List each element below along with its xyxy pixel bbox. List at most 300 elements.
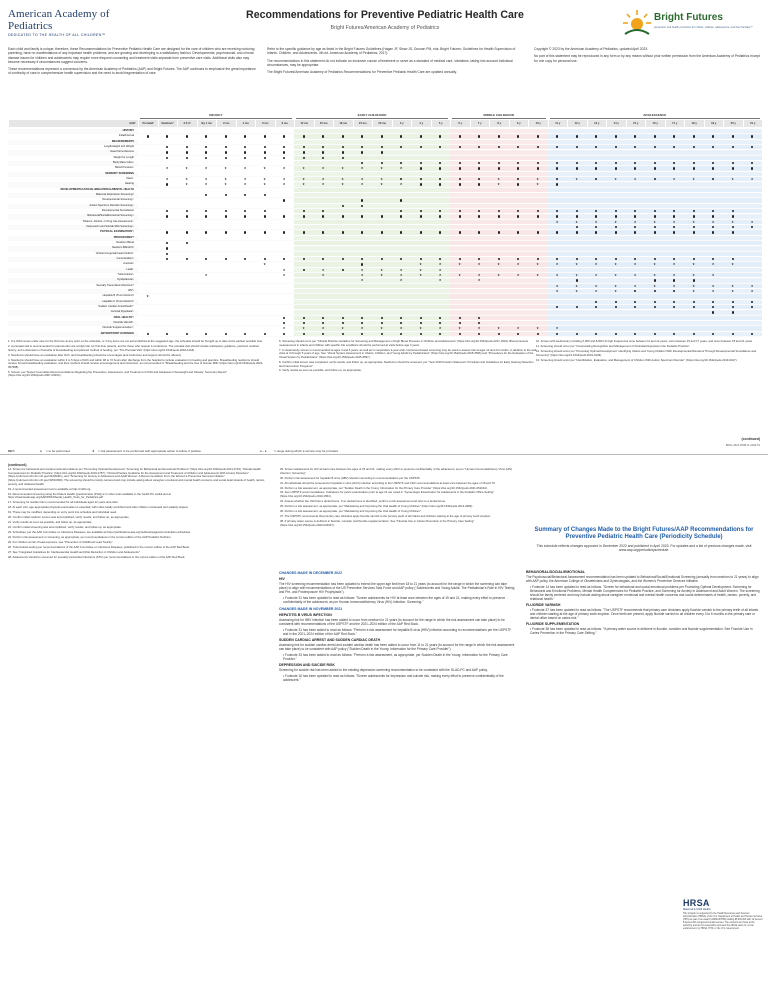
risk-star-icon: ★ [497, 182, 500, 187]
perform-dot-icon [654, 231, 656, 233]
summary-bullet: • Footnote 16 has been updated to read as follows: "Screen adolescents for depression and suicide risk, making every effort to preserve confidentiality of the adolescent." [283, 674, 504, 682]
age-band [548, 321, 763, 325]
risk-star-icon: ★ [243, 177, 247, 181]
age-band [138, 284, 294, 288]
risk-star-icon: ★ [380, 166, 383, 171]
age-band [138, 294, 294, 298]
risk-star-icon: ★ [555, 289, 559, 293]
summary-text: The Psychosocial/Behavioral Assessment recommendation has been updated to Behavioral/Social/Emotional Screening (annually from newborn to 21 years) to align with AAP policy, the American College of Obstetricians and Gynecologists, and the Women's Preventive Services Initiative. [526, 575, 759, 583]
risk-star-icon: ★ [458, 326, 461, 331]
perform-dot-icon [420, 167, 422, 169]
perform-dot-icon [342, 205, 344, 207]
risk-star-icon: ★ [380, 267, 383, 272]
risk-star-icon: ★ [731, 262, 734, 267]
row-label: Cervical Dysplasia³⁵ [110, 310, 134, 314]
perform-dot-icon [537, 135, 539, 137]
age-group-rule [550, 118, 761, 119]
risk-star-icon: ★ [204, 182, 208, 187]
perform-dot-icon [459, 317, 461, 319]
risk-star-icon: ★ [614, 262, 617, 267]
perform-dot-icon [654, 215, 656, 217]
risk-star-icon: ★ [438, 326, 442, 331]
age-column-header: 15 y [626, 120, 646, 127]
perform-dot-icon [576, 167, 578, 169]
perform-dot-icon [420, 183, 422, 185]
age-band [138, 278, 294, 282]
summary-bullet: • Footnote 37 has been updated to read as follows: "The USPSTF recommends that primary care clinicians apply fluoride varnish to the primary teeth of all infants and children starting at the age of primary tooth eruption. Once teeth are present, apply fluoride varnish to all children every 3 to 6 months in the primary care or dental office based on caries risk." [530, 608, 759, 620]
footnote: 2. A prenatal visit is recommended for parents who are at high risk, for first-time parents, and for those who request a conference. The prenatal visit should include anticipatory guidance, pertinent medical history, and a discussion of benefits of breastfeeding and planned method of feeding, per "The Prenatal Visit" (https://doi.org/10.1542/peds.2018-1218). [8, 343, 259, 352]
age-band [450, 284, 548, 288]
footnote: 28. Adolescents should be screened for sexually transmitted infections (STIs) per recommendations in the current edition of the AAP Red Book. [8, 554, 186, 559]
perform-dot-icon [225, 215, 227, 217]
row-label: MEASUREMENTS [111, 139, 134, 143]
footnote: 25. For children at risk of lead exposure, see "Prevention of Childhood Lead Toxicity". [8, 539, 114, 544]
risk-star-icon: ★ [575, 177, 578, 181]
age-column-header: 13 y [587, 120, 607, 127]
age-band [450, 321, 548, 325]
age-band [138, 230, 294, 234]
row-label: PHYSICAL EXAMINATION¹⁹ [100, 230, 134, 234]
risk-star-icon: ★ [360, 273, 364, 277]
risk-star-icon: ★ [633, 177, 637, 181]
summary-header [526, 527, 762, 552]
age-band [548, 252, 763, 256]
bf-tagline: prevention and health promotion for infants, children, adolescents, and their families™ [654, 26, 753, 29]
age-column-header: 5 y [431, 120, 451, 127]
risk-star-icon: ★ [653, 273, 656, 277]
footnote: 6. Screening should occur per "Clinical Practice Guideline for Screening and Management of High Blood Pressure in Children and Adolescents" (https://doi.org/10.1542/peds.2017-1904). Blood pressure measurement in infants and children with specific risk conditions should be performed at visits before age 3 years. [279, 339, 529, 347]
section-heading: CHANGES MADE IN NOVEMBER 2021 [279, 607, 343, 611]
footnote: 12. Screening should occur per "Promoting Optimal Development: Identifying Infants and Young Children With Developmental Disorders Through Developmental Surveillance and Screening" (https://doi.org/10.1542/peds.2019-3449). [536, 348, 757, 357]
risk-star-icon: ★ [380, 182, 383, 187]
risk-star-icon: ★ [360, 166, 364, 171]
risk-star-icon: ★ [302, 182, 305, 187]
perform-dot-icon [381, 317, 383, 319]
row-label: ANTICIPATORY GUIDANCE [100, 331, 134, 335]
perform-dot-icon [693, 167, 695, 169]
row-label: Hepatitis B Virus Infection³² [102, 294, 134, 298]
title-block [190, 9, 580, 31]
intro-column-1 [8, 47, 258, 79]
age-column-header: 24 mo [353, 120, 373, 127]
row-label: Body Mass Index⁵ [113, 161, 134, 164]
row-label: Critical Congenital Heart Defect²⁴ [95, 251, 134, 255]
row-label: Lead²⁷ [126, 267, 134, 271]
perform-dot-icon [225, 157, 227, 159]
age-group-rule [296, 118, 448, 119]
age-band [294, 134, 450, 138]
intro-paragraph: The Bright Futures/American Academy of Pediatrics Recommendations for Preventive Pediatric Health Care are updated annually. [267, 70, 457, 75]
risk-star-icon: ★ [575, 219, 578, 224]
perform-dot-icon [303, 135, 305, 137]
footnote: 20. Confirm initial newborn screen was accomplished, verify results, and follow up, as appropriate. [8, 515, 130, 519]
risk-star-icon: ★ [555, 283, 559, 288]
age-header-label: AGE¹ [8, 120, 138, 127]
perform-dot-icon [498, 135, 500, 137]
aap-logo [8, 8, 138, 37]
age-band [294, 310, 450, 314]
risk-star-icon: ★ [282, 177, 286, 181]
row-label: Sexually Transmitted Infections³⁰ [96, 283, 134, 287]
age-band [294, 193, 450, 197]
risk-star-icon: ★ [477, 273, 481, 277]
document-number: BFNL-2023 P04B 11-2023-51 [725, 444, 760, 447]
key-range: = range during which a service may be provided [274, 449, 338, 453]
risk-star-icon: ★ [711, 262, 715, 267]
risk-star-icon: ★ [321, 182, 325, 187]
risk-star-icon: ★ [477, 326, 481, 331]
row-label: Tobacco, Alcohol, or Drug Use Assessment¹⁷ [82, 219, 134, 223]
page-subtitle: Bright Futures/American Academy of Pediatrics [330, 25, 440, 31]
perform-dot-icon [576, 333, 578, 335]
age-band [294, 188, 450, 192]
age-column-header: 12 mo [294, 120, 314, 127]
age-band [548, 294, 763, 298]
risk-star-icon: ★ [263, 182, 266, 187]
footnote: 24. Perform risk assessment or screening, as appropriate, per recommendations in the current edition of the AAP Pediatric Nutrition. [8, 534, 172, 539]
risk-star-icon: ★ [614, 283, 617, 288]
risk-star-icon: ★ [575, 289, 578, 293]
footnote: 21. Verify results as soon as possible, and follow up, as appropriate. [8, 519, 93, 524]
perform-dot-icon [303, 231, 305, 233]
age-band [138, 326, 294, 330]
perform-dot-icon [576, 279, 578, 281]
age-band [294, 172, 450, 176]
age-band [450, 300, 548, 304]
age-band [138, 257, 294, 261]
risk-star-icon: ★ [594, 262, 598, 267]
age-band [138, 220, 294, 224]
perform-dot-icon [732, 231, 734, 233]
age-band [138, 273, 294, 277]
row-label: Depression and Suicide Risk Screening¹⁸ [86, 225, 134, 228]
risk-star-icon: ★ [692, 219, 695, 224]
risk-star-icon: ★ [341, 166, 344, 171]
risk-star-icon: ★ [711, 283, 715, 288]
age-column-header: 12 y [567, 120, 587, 127]
row-label: Tuberculosis²⁸ [117, 273, 134, 276]
row-label: Maternal Depression Screening¹³ [95, 193, 134, 196]
perform-dot-icon [342, 231, 344, 233]
perform-dot-icon [342, 317, 344, 319]
risk-star-icon: ★ [399, 273, 403, 277]
age-band [450, 246, 548, 250]
risk-star-icon: ★ [536, 182, 539, 187]
age-band [450, 225, 548, 229]
risk-star-icon: ★ [165, 166, 169, 171]
footnote: 30. Perform risk assessment for hepatitis B virus (HBV) infection according to recommendations per the USPSTF. [280, 475, 421, 480]
perform-dot-icon [576, 215, 578, 217]
hrsa-logo: HRSA [683, 898, 710, 908]
age-group-adolescence: ADOLESCENCE [643, 113, 667, 117]
perform-dot-icon [459, 333, 461, 335]
summary-text: Screening for suicide risk has been added to the existing depression screening recommendation to be consistent with the GLAD-PC and AAP policy. [279, 668, 488, 672]
perform-dot-icon [459, 167, 461, 169]
age-band [138, 262, 294, 266]
age-band [548, 193, 763, 197]
row-label: Head Circumference [110, 150, 134, 154]
age-band [450, 204, 548, 208]
risk-star-icon: ★ [419, 262, 422, 267]
perform-dot-icon [342, 151, 344, 153]
footnote: 16. Recommended screening using the Patient Health Questionnaire (PHQ)-2 or other tools available in the GLAD-PC toolkit and at https://downloads.aap.org/AAP/PDF/Mental_Health_Tools_for_Pediatrics.pdf. [8, 491, 171, 500]
age-band [138, 140, 294, 144]
age-band [548, 140, 763, 144]
perform-dot-icon [615, 301, 617, 303]
row-label: Length/Height and Weight [104, 145, 134, 148]
bf-name: Bright Futures [654, 12, 723, 23]
age-band [138, 198, 294, 202]
age-group-early-childhood: EARLY CHILDHOOD [357, 113, 387, 117]
perform-dot-icon [537, 215, 539, 217]
age-band [294, 236, 450, 240]
age-band [138, 177, 294, 181]
intro-column-3 [534, 47, 760, 66]
summary-right-column [526, 568, 762, 637]
age-band [294, 225, 450, 229]
periodicity-schedule [8, 113, 762, 337]
perform-dot-icon [303, 269, 305, 271]
footnote: 18. At each visit, age-appropriate physical examination is essential, with infant totally unclothed and older children undressed and suitably draped. [8, 505, 189, 510]
risk-star-icon: ★ [594, 283, 598, 288]
row-label: Developmental Screening¹⁴ [102, 198, 134, 202]
key-star-icon: ★ [92, 449, 95, 453]
age-band [450, 220, 548, 224]
footnote: 35. Perform a risk assessment, as appropriate, per "Maintaining and Improving the Oral Health of Young Children" (https://doi.org/10.1542/peds.2014-2984). [280, 504, 474, 509]
row-label: Fluoride Varnish³⁷ [113, 321, 134, 324]
risk-star-icon: ★ [399, 182, 403, 187]
key-perform: = to be performed [46, 449, 70, 453]
subheading: HIV [279, 577, 285, 581]
perform-dot-icon [381, 135, 383, 137]
summary-title: Summary of Changes Made to the Bright Futures/AAP Recommendations for Preventive Pediatric Health Care (Periodicity Schedule) [534, 527, 754, 540]
age-band [138, 209, 294, 213]
footnotes-column-2 [279, 340, 537, 374]
risk-star-icon: ★ [633, 262, 637, 267]
age-band [548, 310, 763, 314]
footnote: 3. Newborns should have an evaluation after birth, and breastfeeding should be encouraged (and instruction and support should be offered). [8, 352, 182, 357]
age-band [294, 273, 450, 277]
age-band [138, 188, 294, 192]
row-label: HIV³¹ [127, 289, 134, 292]
age-band [450, 129, 548, 133]
perform-dot-icon [693, 135, 695, 137]
risk-star-icon: ★ [731, 177, 734, 181]
perform-dot-icon [186, 151, 188, 153]
perform-dot-icon [537, 167, 539, 169]
footnote: 33. See USPSTF recommendations. Indications for pelvic examinations prior to age 21 are noted in "Gynecologic Examination for Adolescents in the Pediatric Office Setting" (https://doi.org/10.1542/peds.2010-1564). [280, 490, 494, 499]
age-band [450, 140, 548, 144]
risk-star-icon: ★ [282, 273, 286, 277]
age-band [138, 252, 294, 256]
summary-bullet: • Footnote 31 has been added to read as follows: "Perform a risk assessment for hepatitis B virus (HBV) infection according to recommendations per the USPSTF and in the 2021–2024 edition of the AAP Red Book." [283, 628, 512, 636]
perform-dot-icon [303, 157, 305, 159]
risk-star-icon: ★ [497, 177, 500, 181]
intro-paragraph: The recommendations in this statement do not indicate an exclusive course of treatment or serve as a standard of medical care. Variations, taking into account individual circumstances, may be appropriate. [267, 58, 513, 67]
age-column-header: 9 mo [275, 120, 295, 127]
age-band [138, 193, 294, 197]
perform-dot-icon [264, 215, 266, 217]
key-range-icon: ●→● [260, 449, 267, 453]
age-band [548, 188, 763, 192]
perform-dot-icon [225, 333, 227, 335]
footnote: 26. Tuberculosis testing per recommendations of the AAP Committee on Infectious Diseases, published in the current edition of the AAP Red Book. [8, 544, 190, 549]
age-column-header: 18 y [684, 120, 704, 127]
row-label: Anemia²⁶ [123, 262, 134, 266]
risk-star-icon: ★ [302, 177, 305, 181]
footnote: 19. These may be modified, depending on entry point into schedule and individual need. [8, 510, 117, 515]
perform-dot-icon [459, 215, 461, 217]
footnote: 17. Screening for suicide risk is recommended for all individuals aged 12 years and older. [8, 500, 119, 505]
risk-star-icon: ★ [477, 278, 481, 283]
risk-star-icon: ★ [302, 166, 305, 171]
age-band [450, 294, 548, 298]
perform-dot-icon [459, 135, 461, 137]
perform-dot-icon [693, 279, 695, 281]
risk-star-icon: ★ [575, 273, 578, 277]
footnote: 36. Perform a risk assessment, as appropriate, per "Maintaining and Improving the Oral Health of Young Children". [280, 508, 422, 513]
perform-dot-icon [264, 157, 266, 159]
perform-dot-icon [147, 333, 149, 335]
perform-dot-icon [498, 215, 500, 217]
row-label: Vision⁷ [126, 177, 134, 180]
row-label: Developmental Surveillance [101, 209, 134, 212]
perform-dot-icon [420, 231, 422, 233]
summary-bullet: • Footnote 14 has been updated to read as follows: "Screen for behavioral and social-emotional problems per Promoting Optimal Development: Screening for Behavioral and Emotional Problems, Mental Health Competencies for Pediatric Practice, and Screening for Anxiety in Adolescent and Adult Women. The screening should be family centered and may include asking about caregiver emotional and mental health concerns and social determinants of health, racism, poverty, and relational health." [530, 585, 760, 601]
age-band [548, 150, 763, 154]
age-column-header: 16 y [645, 120, 665, 127]
risk-star-icon: ★ [419, 267, 422, 272]
risk-star-icon: ★ [536, 177, 539, 181]
age-band [294, 220, 450, 224]
risk-star-icon: ★ [711, 219, 715, 224]
risk-star-icon: ★ [282, 166, 286, 171]
perform-dot-icon [615, 215, 617, 217]
age-column-header: 7 y [470, 120, 490, 127]
perform-dot-icon [537, 333, 539, 335]
perform-dot-icon [264, 333, 266, 335]
age-band [548, 182, 763, 186]
risk-star-icon: ★ [692, 262, 695, 267]
age-band [138, 236, 294, 240]
perform-dot-icon [732, 333, 734, 335]
risk-star-icon: ★ [224, 182, 227, 187]
perform-dot-icon [186, 231, 188, 233]
row-label: Weight for Length [113, 155, 134, 159]
perform-dot-icon [654, 279, 656, 281]
perform-dot-icon [732, 311, 734, 313]
risk-star-icon: ★ [419, 273, 422, 277]
org-tagline: DEDICATED TO THE HEALTH OF ALL CHILDREN™ [8, 33, 106, 37]
age-column-header: By 1 mo [197, 120, 217, 127]
perform-dot-icon [732, 215, 734, 217]
risk-star-icon: ★ [536, 326, 539, 331]
age-band [548, 316, 763, 320]
perform-dot-icon [186, 157, 188, 159]
age-band [548, 172, 763, 176]
key-dot-icon: ● [40, 449, 42, 453]
risk-star-icon: ★ [672, 262, 676, 267]
age-band [294, 214, 450, 218]
age-column-header: 30 mo [372, 120, 392, 127]
perform-dot-icon [420, 333, 422, 335]
perform-dot-icon [342, 269, 344, 271]
risk-star-icon: ★ [321, 273, 325, 277]
risk-star-icon: ★ [731, 219, 734, 224]
age-column-header: 4 mo [236, 120, 256, 127]
age-band [138, 305, 294, 309]
age-band [294, 289, 450, 293]
risk-star-icon: ★ [536, 273, 539, 277]
perform-dot-icon [459, 231, 461, 233]
age-group-infancy: INFANCY [209, 113, 223, 117]
summary-bullet: • Footnote 38 has been updated to read as follows: "If primary water source is deficient in fluoride, consider oral fluoride supplementation. See Fluoride Use in Caries Prevention in the Primary Care Setting." [530, 627, 753, 635]
age-band [138, 268, 294, 272]
age-band [138, 182, 294, 186]
footnotes-column-5 [280, 468, 516, 529]
risk-star-icon: ★ [458, 273, 461, 277]
perform-dot-icon [654, 167, 656, 169]
perform-dot-icon [303, 317, 305, 319]
perform-dot-icon [342, 215, 344, 217]
hrsa-block [683, 898, 763, 930]
risk-star-icon: ★ [204, 166, 208, 171]
hrsa-statement: This program is supported by the Health Resources and Services Administration (HRSA) of the U.S. Department of Health and Human Services (HHS) as part of an award (U04MC07853) totaling $5,000,000 with 10 percent financed with nongovernmental sources. The contents are those of the author(s) and do not necessarily represent the official views of, nor an endorsement, by HRSA, HHS, or the U.S. Government. [683, 913, 763, 930]
age-group-rule [452, 118, 546, 119]
row-label: Initial/Interval [118, 134, 134, 138]
row-label: Hearing [124, 182, 134, 186]
risk-star-icon: ★ [497, 262, 500, 267]
row-label: Behavioral/Social/Emotional Screening¹⁶ [87, 214, 134, 218]
risk-star-icon: ★ [243, 182, 247, 187]
age-band [294, 166, 450, 170]
risk-star-icon: ★ [438, 267, 442, 272]
risk-star-icon: ★ [516, 273, 520, 277]
risk-star-icon: ★ [692, 177, 695, 181]
risk-star-icon: ★ [360, 182, 364, 187]
row-label: DEVELOPMENTAL/SOCIAL/BEHAVIORAL/MENTAL HEALTH [60, 187, 134, 191]
age-column-header: 10 y [528, 120, 548, 127]
risk-star-icon: ★ [653, 262, 656, 267]
risk-star-icon: ★ [672, 219, 676, 224]
subheading: HEPATITIS B VIRUS INFECTION [279, 613, 332, 617]
age-band [138, 161, 294, 165]
age-band [294, 145, 450, 149]
risk-star-icon: ★ [263, 177, 266, 181]
subheading: DEPRESSION AND SUICIDE RISK [279, 663, 335, 667]
risk-star-icon: ★ [516, 326, 520, 331]
perform-dot-icon [615, 135, 617, 137]
risk-star-icon: ★ [633, 283, 637, 288]
age-band [294, 300, 450, 304]
risk-star-icon: ★ [185, 166, 188, 171]
risk-star-icon: ★ [399, 166, 403, 171]
risk-star-icon: ★ [360, 278, 364, 283]
age-band [294, 129, 450, 133]
perform-dot-icon [654, 135, 656, 137]
age-band [294, 262, 450, 266]
footnote: 15. A recommended assessment tool is available at http://crafft.org. [8, 486, 92, 491]
age-band [294, 204, 450, 208]
risk-star-icon: ★ [711, 289, 715, 293]
age-column-header: 20 y [723, 120, 743, 127]
org-name: American Academy of Pediatrics [8, 8, 110, 32]
footnote: 37. The USPSTF recommends that primary care clinicians apply fluoride varnish to the primary teeth of all infants and children starting at the age of primary tooth eruption. [280, 513, 491, 518]
footnote: 29. Screen adolescents for HIV at least once between the ages of 15 and 21, making every effort to preserve confidentiality of the adolescent, as per "Human Immunodeficiency Virus (HIV) Infection: Screening". [280, 467, 513, 475]
footnote: 14. Screen for behavioral and social-emotional problems per "Promoting Optimal Development: Screening for Behavioral and Emotional Problems" (https://doi.org/10.1542/peds.2014-3716), "Mental Health Competencies for Pediatric Practice" (https://doi.org/10.1542/peds.2019-2757), "Clinical Practice Guideline for the Assessment and Treatment of Children and Adolescents With Anxiety Disorders" (https://pubmed.ncbi.nlm.nih.gov/32439401), and "Screening for Anxiety in Adolescent and Adult Women: A Recommendation From the Women's Preventive Services Initiative" (https://pubmed.ncbi.nlm.nih.gov/32510990). The screening should be family centered and may include asking about caregiver emotional and mental health concerns and social determinants of health, racism, poverty, and relational health. [8, 467, 265, 486]
age-band [294, 305, 450, 309]
perform-dot-icon [186, 333, 188, 335]
